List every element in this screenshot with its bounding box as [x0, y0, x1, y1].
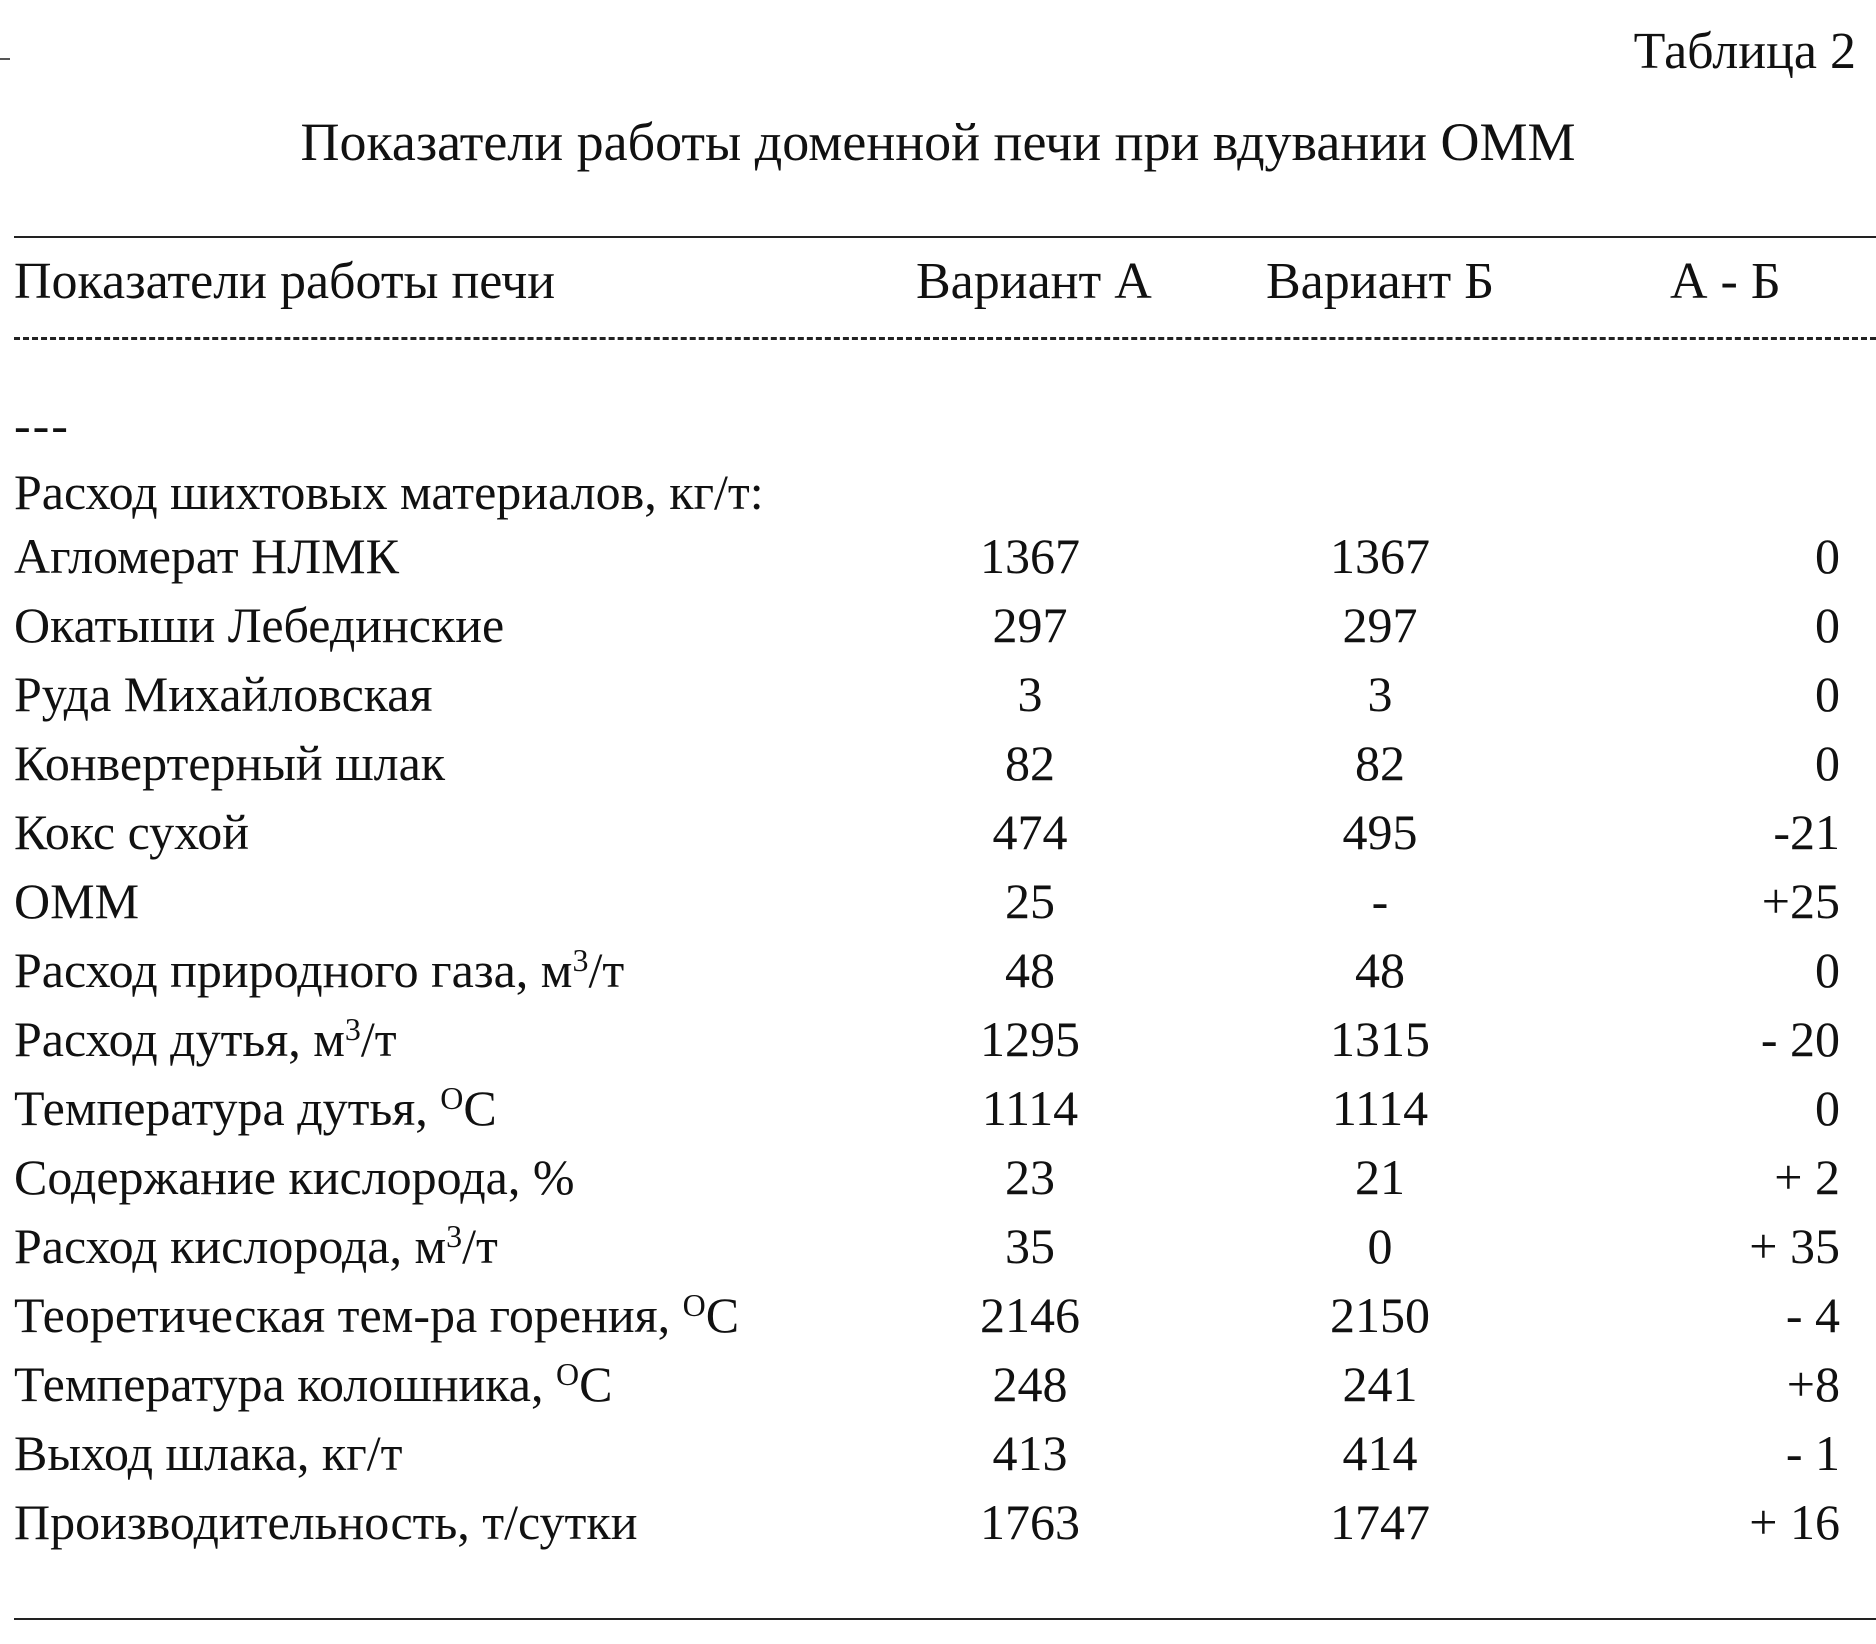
scan-edge-mark: [0, 58, 10, 60]
row-variant-b-value: 1747: [1330, 1494, 1430, 1550]
row-variant-a-value: 3: [1017, 666, 1043, 722]
row-difference-value: 0: [1815, 528, 1840, 584]
row-variant-b-value: 1114: [1331, 1080, 1429, 1136]
row-variant-b-value: 48: [1355, 942, 1405, 998]
row-variant-a-value: 1295: [980, 1011, 1080, 1067]
table-row: [0, 936, 1876, 1005]
table-title: Показатели работы доменной печи при вдувании ОММ: [300, 112, 1576, 172]
row-indicator-name: [14, 1074, 497, 1143]
row-indicator-unit: С: [463, 1080, 497, 1136]
row-indicator-name-text: Температура колошника,: [14, 1356, 556, 1412]
top-rule: [14, 236, 1876, 238]
table-row: [0, 1005, 1876, 1074]
row-difference-value: + 35: [1749, 1218, 1840, 1274]
row-difference-value: 0: [1815, 942, 1840, 998]
row-difference-value: 0: [1815, 735, 1840, 791]
row-indicator-name: Конвертерный шлак: [14, 735, 446, 791]
row-variant-a-value: 474: [992, 804, 1068, 860]
bottom-rule: [14, 1618, 1876, 1620]
header-variant-b: Вариант Б: [1266, 253, 1495, 310]
row-difference-value: -21: [1773, 804, 1840, 860]
row-difference-value: 0: [1815, 666, 1840, 722]
row-indicator-superscript: 3: [344, 1011, 361, 1047]
row-indicator-name: [14, 1005, 397, 1074]
row-indicator-name-text: Расход кислорода, м: [14, 1218, 447, 1274]
row-variant-a-value: 1367: [980, 528, 1080, 584]
row-indicator-name: [14, 1350, 612, 1419]
dashed-separator: [14, 337, 1876, 340]
row-variant-a-value: 297: [992, 597, 1068, 653]
row-variant-a-value: 413: [992, 1425, 1068, 1481]
table-row: [0, 1212, 1876, 1281]
row-variant-b-value: 297: [1342, 597, 1418, 653]
row-indicator-unit: /т: [360, 1011, 397, 1067]
row-variant-b-value: 495: [1342, 804, 1418, 860]
row-variant-b-value: 414: [1342, 1425, 1418, 1481]
table-row: [0, 729, 1876, 798]
row-variant-b-value: 1315: [1330, 1011, 1430, 1067]
row-variant-a-value: 248: [992, 1356, 1068, 1412]
row-variant-a-value: 23: [1005, 1149, 1055, 1205]
table-row: [0, 1143, 1876, 1212]
row-indicator-name-text: Теоретическая тем-ра горения,: [14, 1287, 683, 1343]
row-variant-a-value: 48: [1005, 942, 1055, 998]
table-row: [0, 1419, 1876, 1488]
row-indicator-name-text: Расход природного газа, м: [14, 942, 573, 998]
row-difference-value: +8: [1786, 1356, 1840, 1412]
row-indicator-unit: С: [579, 1356, 613, 1412]
table-row: [0, 867, 1876, 936]
row-difference-value: - 1: [1785, 1425, 1840, 1481]
row-indicator-name: [14, 936, 624, 1005]
row-variant-a-value: 1114: [981, 1080, 1079, 1136]
section-title: Расход шихтовых материалов, кг/т:: [14, 464, 764, 520]
row-indicator-name-text: Температура дутья,: [14, 1080, 441, 1136]
row-variant-b-value: 3: [1367, 666, 1393, 722]
row-indicator-unit: /т: [462, 1218, 498, 1274]
row-difference-value: - 20: [1760, 1011, 1840, 1067]
row-indicator-name: Руда Михайловская: [14, 666, 433, 722]
row-difference-value: + 2: [1774, 1149, 1840, 1205]
row-indicator-superscript: О: [556, 1356, 580, 1392]
row-indicator-name: [14, 1281, 739, 1350]
row-indicator-name: Производительность, т/сутки: [14, 1494, 638, 1550]
row-variant-b-value: 0: [1367, 1218, 1393, 1274]
table-row: [0, 798, 1876, 867]
row-difference-value: +25: [1761, 873, 1840, 929]
row-indicator-superscript: 3: [572, 942, 589, 978]
row-indicator-name: Окатыши Лебединские: [14, 597, 505, 653]
row-variant-b-value: 1367: [1330, 528, 1430, 584]
row-indicator-unit: С: [705, 1287, 740, 1343]
row-variant-a-value: 25: [1005, 873, 1055, 929]
row-difference-value: - 4: [1785, 1287, 1840, 1343]
row-indicator-superscript: О: [682, 1287, 706, 1323]
row-indicator-unit: /т: [588, 942, 625, 998]
row-variant-b-value: 2150: [1330, 1287, 1430, 1343]
row-indicator-name: Содержание кислорода, %: [14, 1149, 575, 1205]
row-variant-a-value: 35: [1005, 1218, 1055, 1274]
table-row: [0, 1488, 1876, 1557]
row-variant-a-value: 1763: [980, 1494, 1080, 1550]
row-variant-b-value: -: [1371, 873, 1389, 929]
row-difference-value: 0: [1815, 1080, 1840, 1136]
row-variant-b-value: 241: [1342, 1356, 1418, 1412]
row-indicator-superscript: 3: [446, 1218, 463, 1254]
row-indicator-name: ОММ: [14, 873, 140, 929]
dashed-separator-tail: ---: [14, 397, 70, 453]
row-indicator-superscript: О: [440, 1080, 464, 1116]
row-indicator-name-text: Расход дутья, м: [14, 1011, 345, 1067]
row-variant-a-value: 82: [1005, 735, 1055, 791]
row-difference-value: + 16: [1749, 1494, 1840, 1550]
table-row: [0, 591, 1876, 660]
table-row: [0, 522, 1876, 591]
table-body: [0, 522, 1876, 1557]
row-variant-b-value: 82: [1355, 735, 1405, 791]
table-row: [0, 1281, 1876, 1350]
row-indicator-name: Агломерат НЛМК: [14, 528, 399, 584]
table-row: [0, 660, 1876, 729]
row-indicator-name: Выход шлака, кг/т: [14, 1425, 403, 1481]
header-indicator: Показатели работы печи: [14, 253, 556, 310]
header-variant-a: Вариант А: [916, 253, 1152, 310]
row-indicator-name: Кокс сухой: [14, 804, 249, 860]
table-label: Таблица 2: [1633, 23, 1856, 80]
table-row: [0, 1350, 1876, 1419]
row-variant-a-value: 2146: [980, 1287, 1080, 1343]
row-variant-b-value: 21: [1355, 1149, 1405, 1205]
header-difference: А - Б: [1670, 253, 1781, 310]
row-difference-value: 0: [1815, 597, 1840, 653]
row-indicator-name: [14, 1212, 498, 1281]
table-row: [0, 1074, 1876, 1143]
